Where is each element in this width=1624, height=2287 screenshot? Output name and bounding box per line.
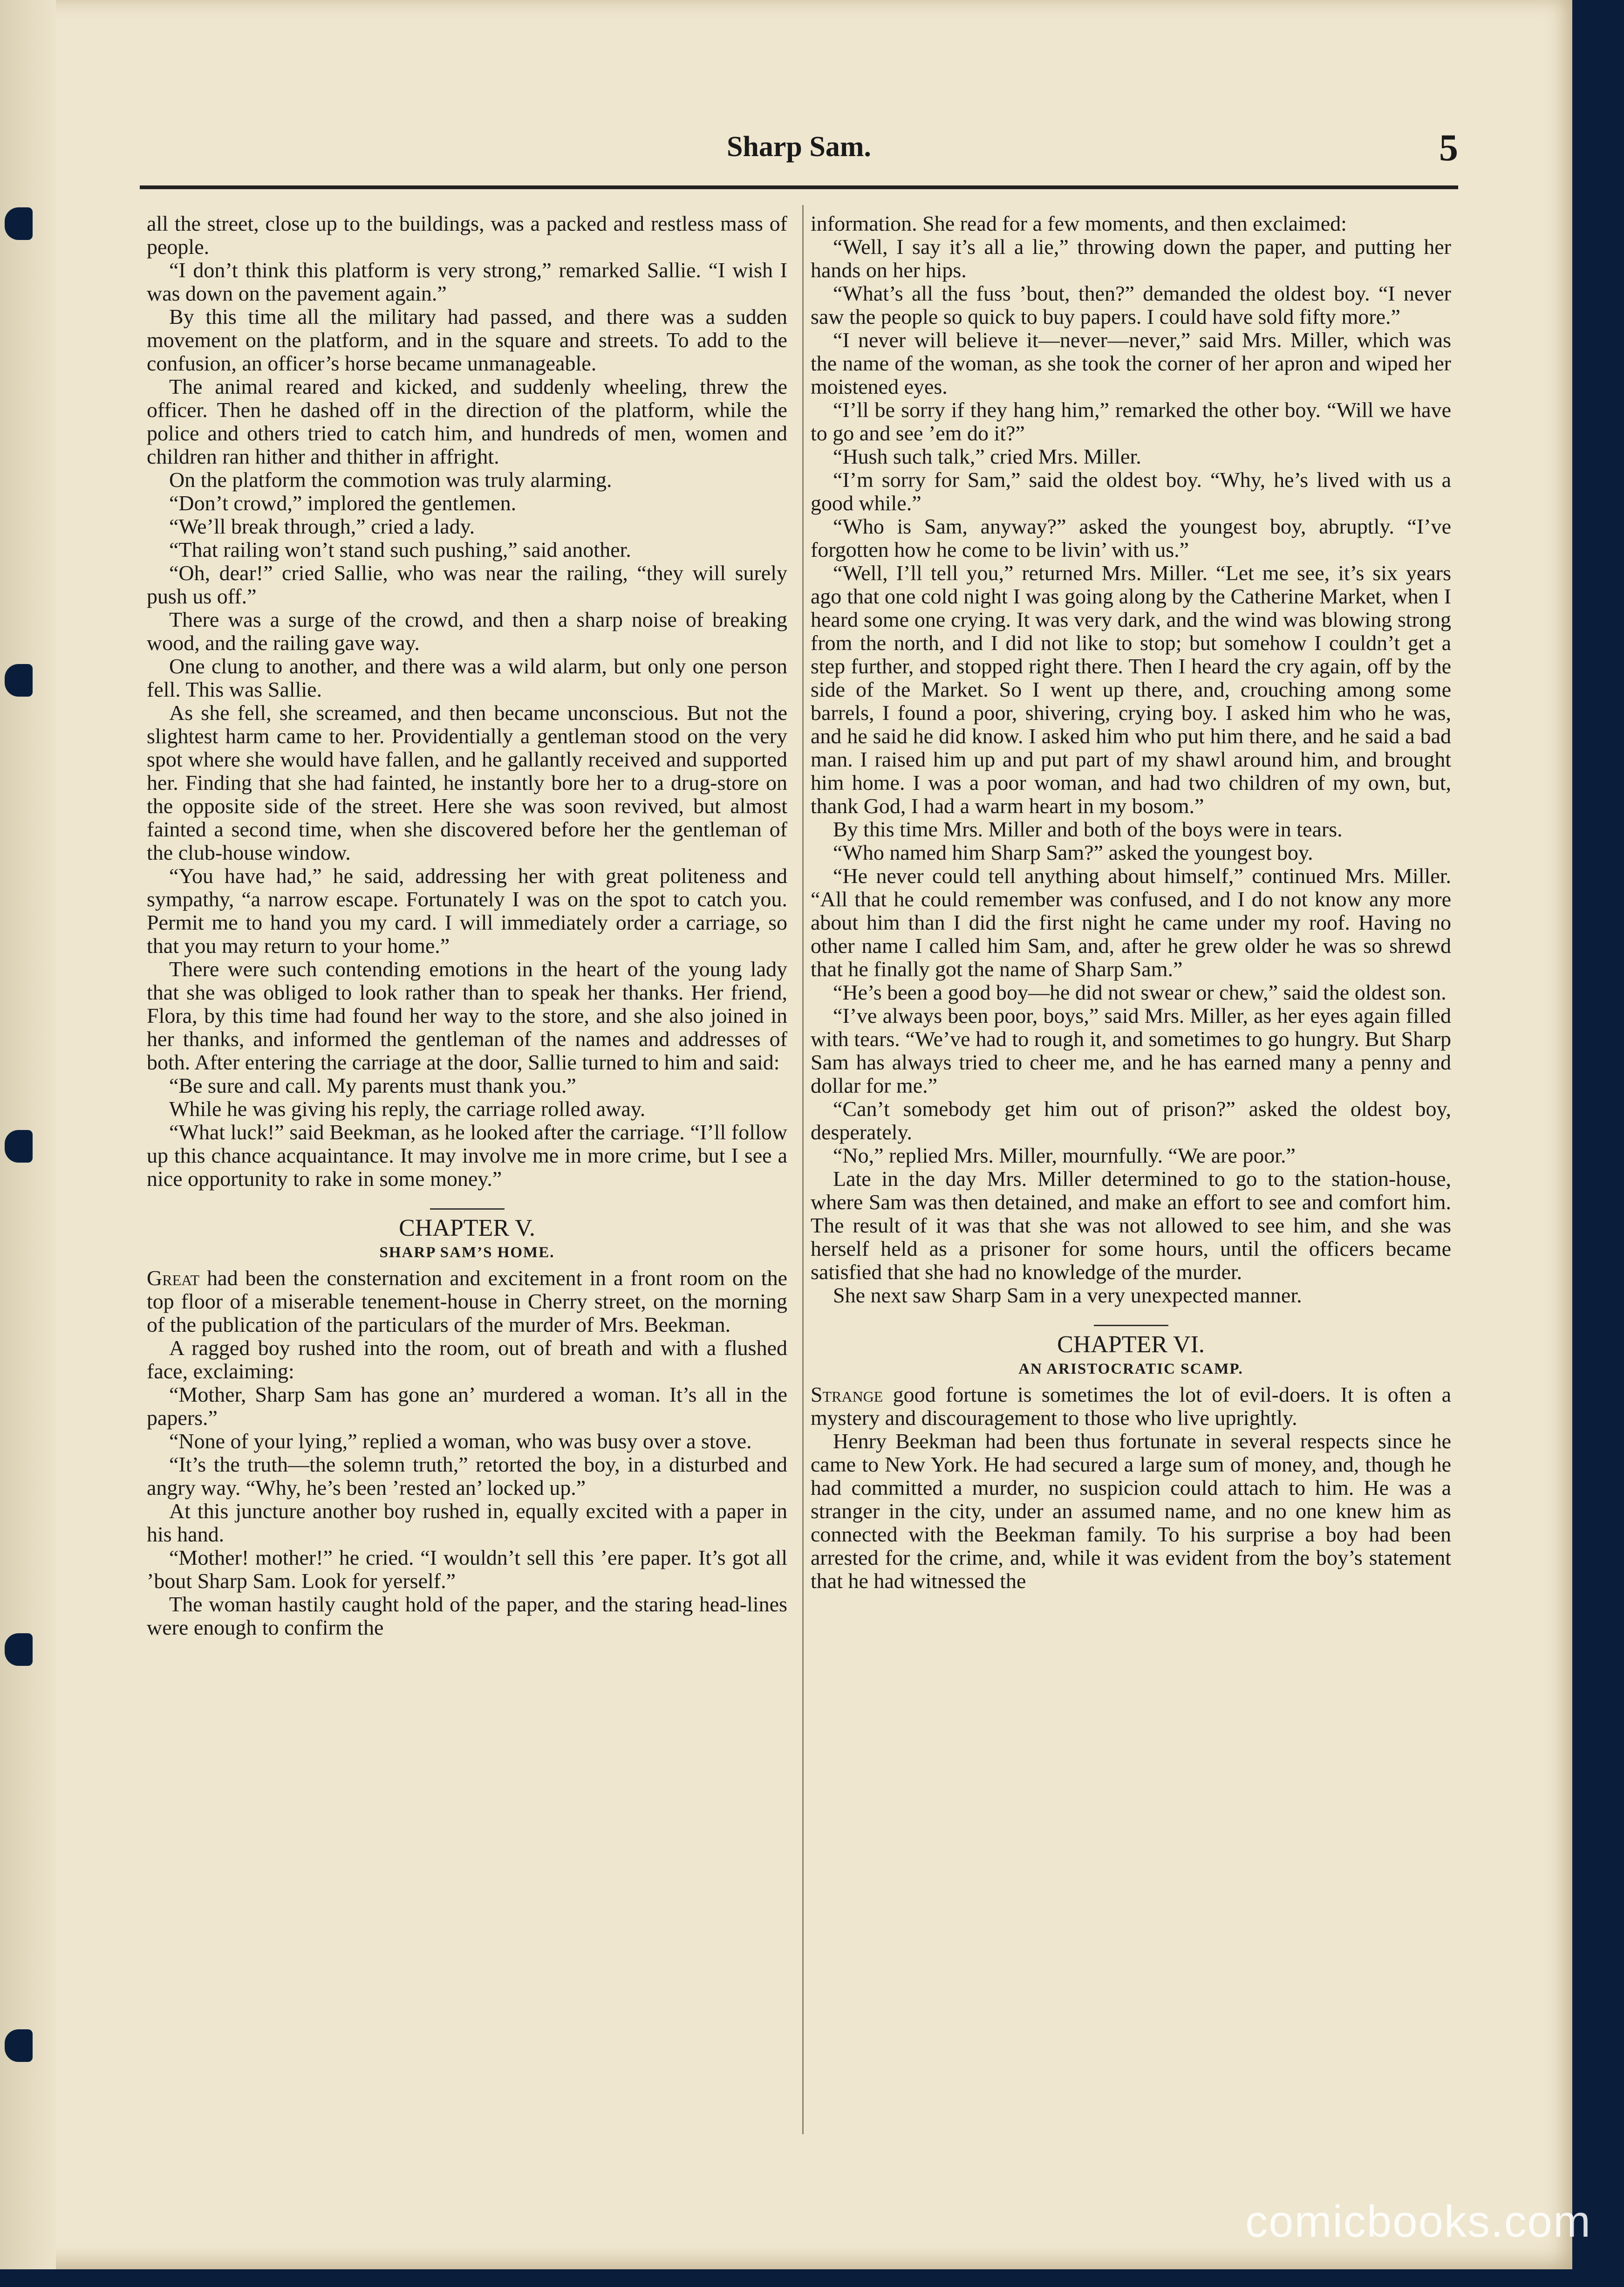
- paragraph: “We’ll break through,” cried a lady.: [169, 514, 475, 538]
- paragraph: “That railing won’t stand such pushing,” said another.: [169, 538, 631, 561]
- paragraph: “What luck!” said Beekman, as he looked after the carriage. “I’ll follow up this chance acquaintance. It may involve me in more crime, but I see a nice opportunity to rake in some money.”: [147, 1120, 787, 1191]
- paragraph: “Can’t somebody get him out of prison?” asked the oldest boy, desperately.: [811, 1097, 1451, 1144]
- paragraph: She next saw Sharp Sam in a very unexpected manner.: [833, 1283, 1302, 1307]
- paragraph: “Hush such talk,” cried Mrs. Miller.: [833, 445, 1141, 468]
- paragraph: information. She read for a few moments, and then exclaimed:: [811, 212, 1347, 235]
- paragraph: “Don’t crowd,” implored the gentlemen.: [169, 491, 517, 515]
- dropcap-word: Great: [147, 1266, 200, 1290]
- chapter-title: CHAPTER VI.: [1057, 1331, 1205, 1358]
- paragraph: “I never will believe it—never—never,” said Mrs. Miller, which was the name of the woman, as she took the corner of her apron and wiped her moistened eyes.: [811, 328, 1451, 398]
- paragraph: One clung to another, and there was a wild alarm, but only one person fell. This was Sallie.: [147, 654, 787, 701]
- paragraph: “Well, I’ll tell you,” returned Mrs. Miller. “Let me see, it’s six years ago that one cold night I was going along by the Catherine Market, when I heard some one crying. It was very dark, and the wind was blowing strong from the north, and I did not like to stop; but somehow I couldn’t get a step further, and stopped right there. Then I heard the cry again, off by the side of the Market. So I went up there, and, crouching among some barrels, I found a poor, shivering, crying boy. I asked him who he was, and he said he did know. I asked him who put him there, and he said a bad man. I raised him up and put part of my shawl around him, and brought him home. I was a poor woman, and had two children of my own, but, thank God, I had a warm heart in my bosom.”: [811, 561, 1451, 818]
- paragraph: “He never could tell anything about himself,” continued Mrs. Miller. “All that he could remember was confused, and I do not know any more about him than I did the first night he came under my roof. Having no other name I called him Sam, and, after he grew older he was so shrewd that he finally got the name of Sharp Sam.”: [811, 864, 1451, 981]
- chapter-subtitle: SHARP SAM’S HOME.: [379, 1244, 555, 1261]
- chapter-title: CHAPTER V.: [399, 1215, 535, 1241]
- page-number: 5: [1439, 126, 1458, 169]
- paragraph: “Oh, dear!” cried Sallie, who was near the railing, “they will surely push us off.”: [147, 561, 787, 608]
- paragraph: “No,” replied Mrs. Miller, mournfully. “We are poor.”: [833, 1144, 1296, 1167]
- paragraph: The woman hastily caught hold of the paper, and the staring head-lines were enough to confirm the: [147, 1592, 787, 1639]
- chapter-opening: [811, 1383, 1451, 1430]
- section-divider: [430, 1208, 505, 1210]
- paragraph: There were such contending emotions in the heart of the young lady that she was obliged to look rather than to speak her thanks. Her friend, Flora, by this time had found her way to the store, and she also joined in her thanks, and informed the gentleman of the names and addresses of both. After entering the carriage at the door, Sallie turned to him and said:: [147, 957, 787, 1074]
- paragraph: Late in the day Mrs. Miller determined to go to the station-house, where Sam was then detained, and make an effort to see and comfort him. The result of it was that she was not allowed to see him, and she was herself held as a prisoner for some hours, until the officers became satisfied that she had no knowledge of the murder.: [811, 1167, 1451, 1284]
- paragraph: The animal reared and kicked, and suddenly wheeling, threw the officer. Then he dashed off in the direction of the platform, while the police and others tried to catch him, and hundreds of men, women and children ran hither and thither in affright.: [147, 375, 787, 468]
- paragraph: “Be sure and call. My parents must thank you.”: [169, 1074, 576, 1097]
- staple-icon: [5, 196, 33, 252]
- paragraph: “He’s been a good boy—he did not swear or chew,” said the oldest son.: [833, 980, 1447, 1004]
- opening-text: had been the consternation and excitement in a front room on the top floor of a miserable tenement-house in Cherry street, on the morning of the publication of the particulars of the murder of Mrs. Beekman.: [147, 1266, 787, 1336]
- paragraph: “Mother! mother!” he cried. “I wouldn’t sell this ’ere paper. It’s got all ’bout Sharp Sam. Look for yerself.”: [147, 1546, 787, 1593]
- paragraph: “I’ll be sorry if they hang him,” remarked the other boy. “Will we have to go and see ’em do it?”: [811, 398, 1451, 445]
- paragraph: “Who is Sam, anyway?” asked the youngest boy, abruptly. “I’ve forgotten how he come to be livin’ with us.”: [811, 514, 1451, 561]
- paragraph: “I’m sorry for Sam,” said the oldest boy. “Why, he’s lived with us a good while.”: [811, 468, 1451, 515]
- paragraph: “I’ve always been poor, boys,” said Mrs. Miller, as her eyes again filled with tears. “We’ve had to rough it, and sometimes to go hungry. But Sharp Sam has always tried to cheer me, and he has earned many a penny and dollar for me.”: [811, 1004, 1451, 1097]
- paragraph: “Who named him Sharp Sam?” asked the youngest boy.: [833, 841, 1313, 864]
- opening-text: good fortune is sometimes the lot of evil-doers. It is often a mystery and discouragement to those who live uprightly.: [811, 1383, 1451, 1430]
- paragraph: Henry Beekman had been thus fortunate in several respects since he came to New York. He had secured a large sum of money, and, though he had committed a murder, no suspicion could attach to him. He was a stranger in the city, under an assumed name, and no one knew him as connected with the Beekman family. To his surprise a boy had been arrested for the crime, and, while it was evident from the boy’s statement that he had witnessed the: [811, 1429, 1451, 1593]
- paragraph: “You have had,” he said, addressing her with great politeness and sympathy, “a narrow escape. Fortunately I was on the spot to catch you. Permit me to hand you my card. I will immediately order a carriage, so that you may return to your home.”: [147, 864, 787, 958]
- page-header: [140, 126, 1458, 177]
- column-divider: [802, 205, 804, 2134]
- left-paragraphs-after: [147, 1336, 787, 1639]
- paragraph: On the platform the commotion was truly alarming.: [169, 468, 612, 492]
- dropcap-word: Strange: [811, 1383, 883, 1406]
- left-column: [147, 212, 787, 1639]
- paragraph: By this time Mrs. Miller and both of the boys were in tears.: [833, 817, 1343, 841]
- paragraph: “It’s the truth—the solemn truth,” retorted the boy, in a disturbed and angry way. “Why, he’s been ’rested an’ locked up.”: [147, 1452, 787, 1500]
- right-paragraphs: [811, 212, 1451, 1307]
- paragraph: A ragged boy rushed into the room, out of breath and with a flushed face, exclaiming:: [147, 1336, 787, 1383]
- paragraph: At this juncture another boy rushed in, equally excited with a paper in his hand.: [147, 1499, 787, 1546]
- header-rule: [140, 185, 1458, 189]
- running-title: Sharp Sam.: [726, 131, 872, 163]
- staple-icon: [5, 2018, 33, 2074]
- chapter-subtitle: AN ARISTOCRATIC SCAMP.: [1018, 1361, 1243, 1377]
- paragraph: “What’s all the fuss ’bout, then?” demanded the oldest boy. “I never saw the people so quick to buy papers. I could have sold fifty more.”: [811, 281, 1451, 329]
- paragraph: By this time all the military had passed, and there was a sudden movement on the platform, and in the square and streets. To add to the confusion, an officer’s horse became unmanageable.: [147, 305, 787, 375]
- right-paragraphs-after: [811, 1430, 1451, 1593]
- right-column: [811, 212, 1451, 1593]
- staple-icon: [5, 652, 33, 708]
- watermark: comicbooks.com: [1245, 2197, 1591, 2246]
- paragraph: While he was giving his reply, the carriage rolled away.: [169, 1097, 646, 1121]
- chapter-opening: [147, 1267, 787, 1336]
- paragraph: “I don’t think this platform is very strong,” remarked Sallie. “I wish I was down on the pavement again.”: [147, 258, 787, 305]
- paragraph: all the street, close up to the buildings, was a packed and restless mass of people.: [147, 212, 787, 259]
- staple-icon: [5, 1118, 33, 1174]
- staple-icon: [5, 1622, 33, 1678]
- left-paragraphs: [147, 212, 787, 1191]
- section-divider: [1094, 1325, 1168, 1326]
- paragraph: “Mother, Sharp Sam has gone an’ murdered a woman. It’s all in the papers.”: [147, 1383, 787, 1430]
- paragraph: As she fell, she screamed, and then became unconscious. But not the slightest harm came to her. Providentially a gentleman stood on the very spot where she would have fallen, and he gallantly received and supported her. Finding that she had fainted, he instantly bore her to a drug-store on the opposite side of the street. Here she was soon revived, but almost fainted a second time, when she discovered before her the gentleman of the club-house window.: [147, 701, 787, 864]
- paragraph: There was a surge of the crowd, and then a sharp noise of breaking wood, and the railing gave way.: [147, 608, 787, 655]
- paragraph: “Well, I say it’s all a lie,” throwing down the paper, and putting her hands on her hips.: [811, 235, 1451, 282]
- paragraph: “None of your lying,” replied a woman, who was busy over a stove.: [169, 1429, 752, 1453]
